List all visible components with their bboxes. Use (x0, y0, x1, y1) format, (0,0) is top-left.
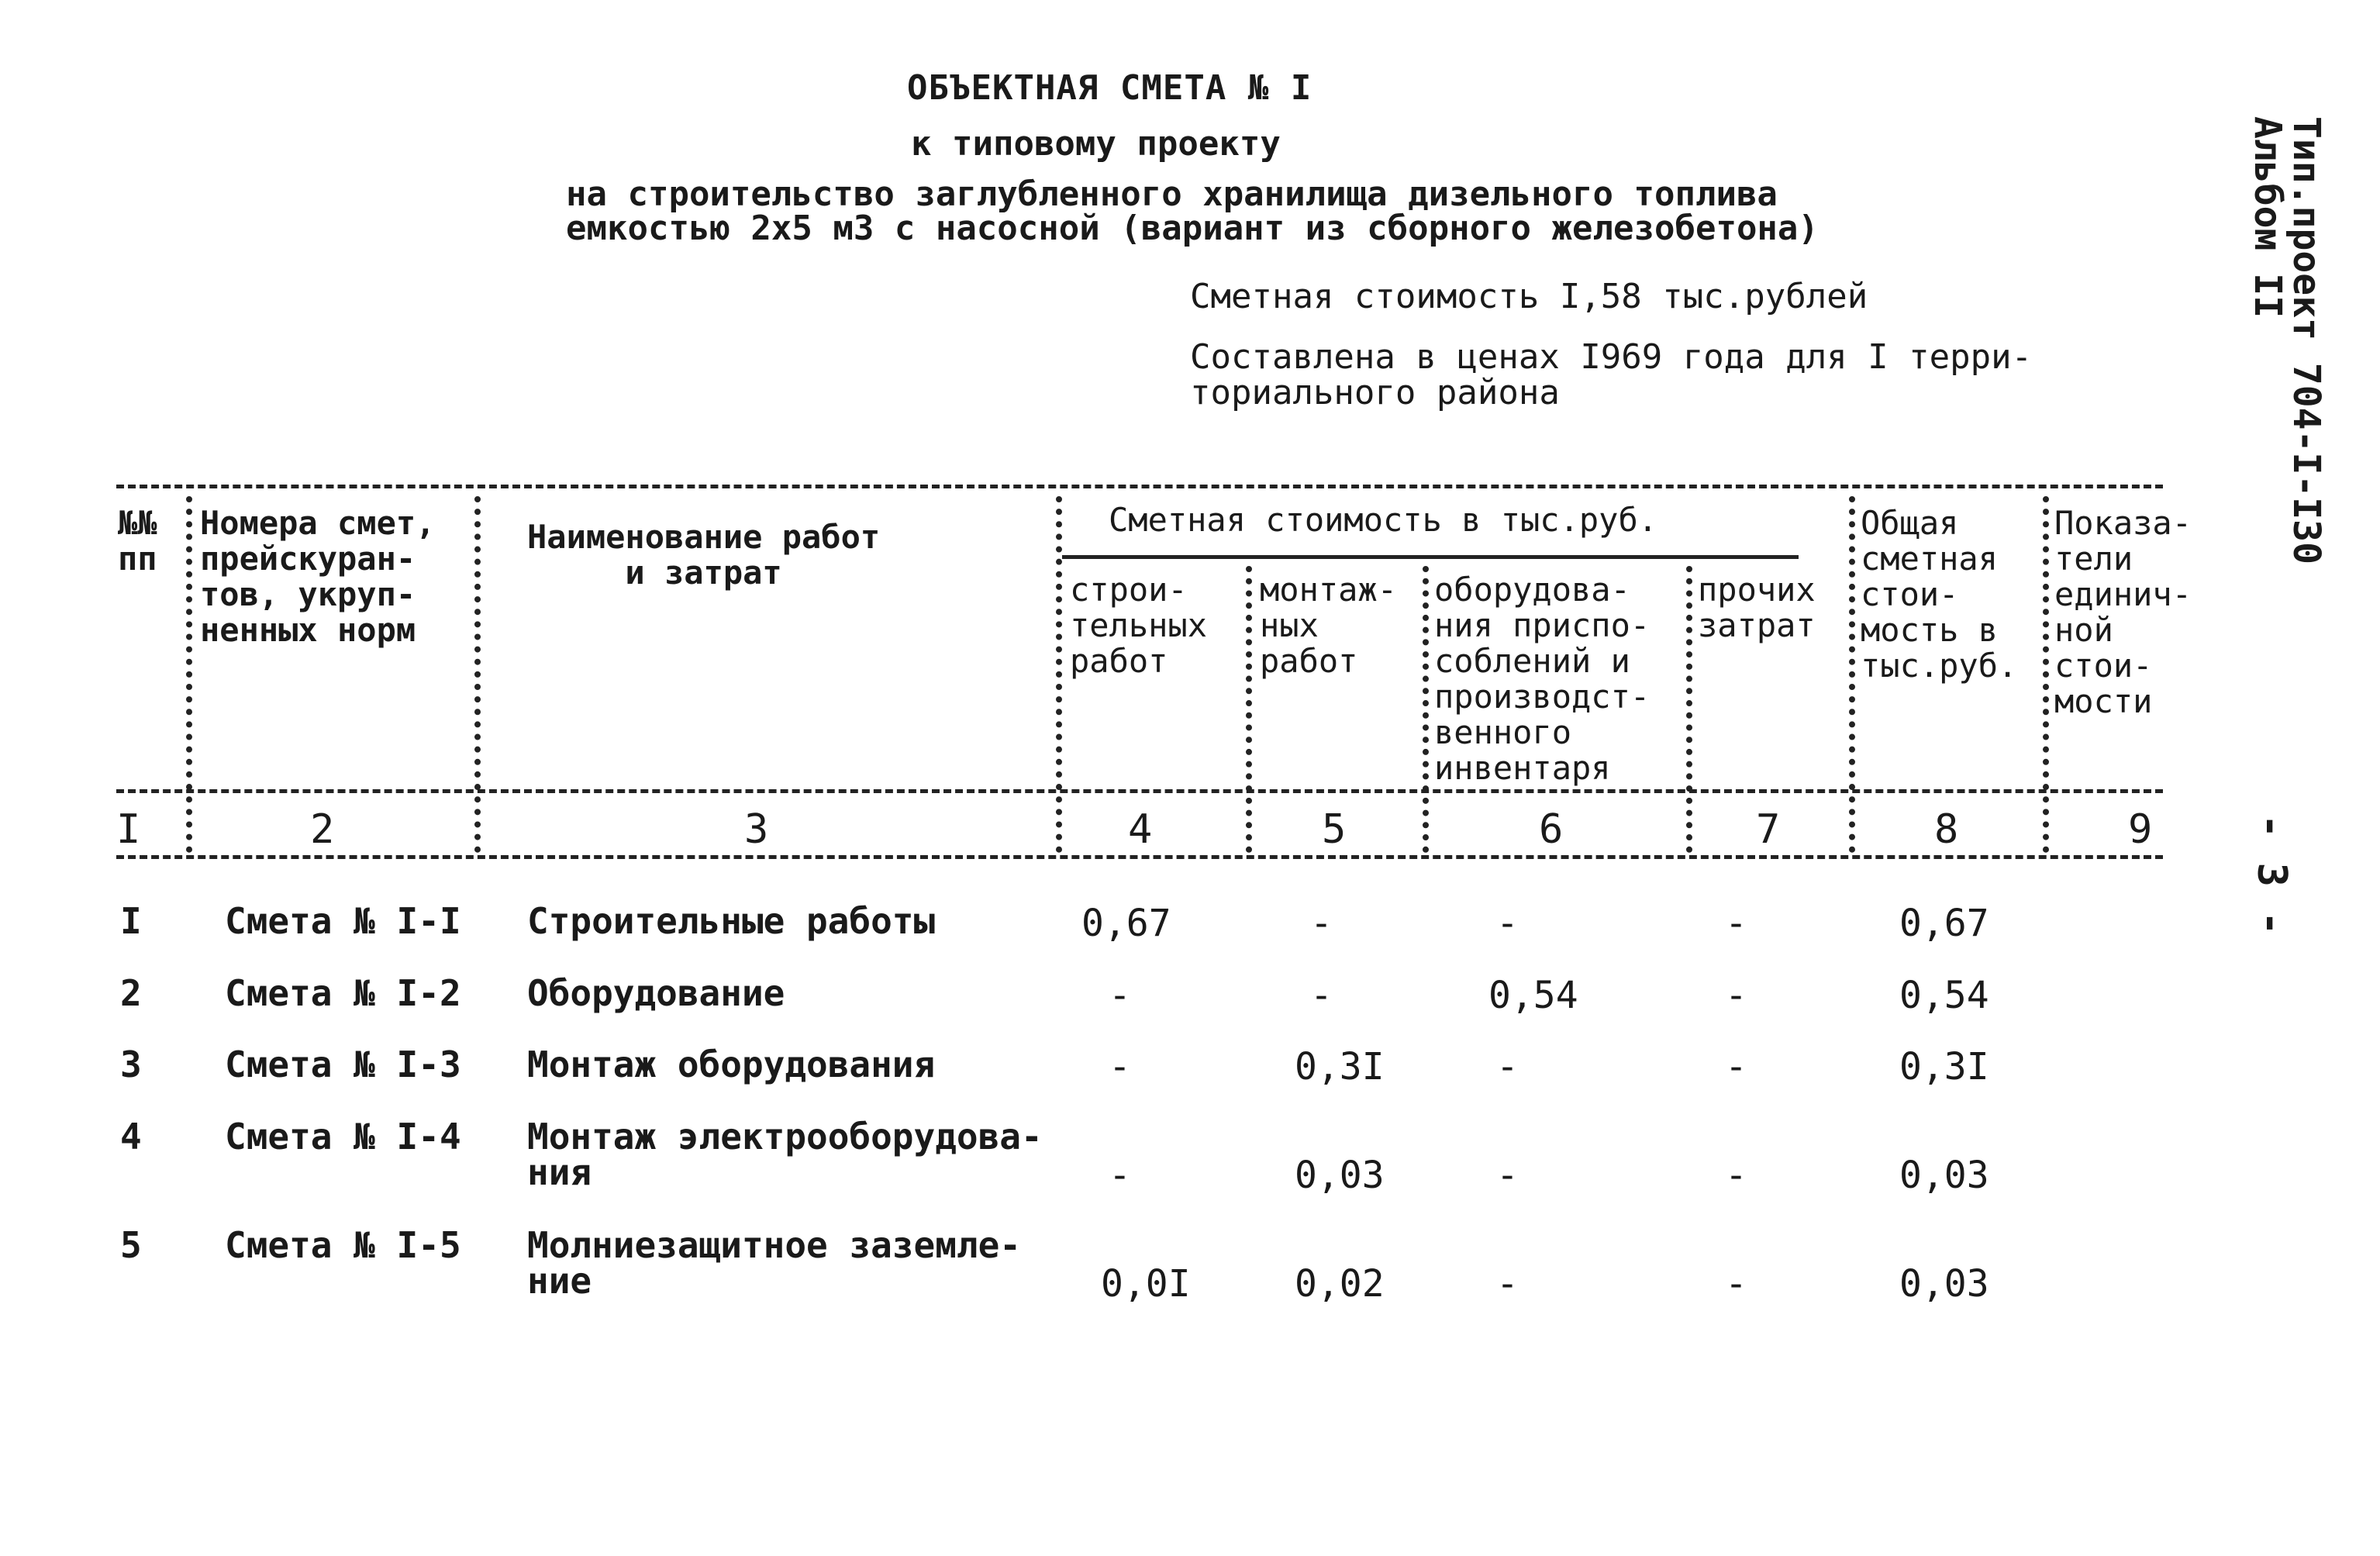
column-number: I (116, 806, 141, 853)
row-installation-cost: 0,3I (1295, 1045, 1385, 1089)
document-subtitle: к типовому проекту (911, 124, 1281, 164)
group-header-rule (1062, 555, 1799, 559)
project-reference (2248, 116, 2326, 564)
row-equipment-cost: - (1496, 1154, 1519, 1197)
row-number: 5 (120, 1224, 142, 1266)
row-other-cost: - (1725, 974, 1747, 1017)
row-number: I (120, 900, 142, 942)
column-number: 2 (310, 806, 335, 853)
column-separator (1056, 496, 1062, 853)
table-top-rule (116, 485, 2163, 488)
row-construction-cost: 0,67 (1081, 902, 1171, 945)
row-work-name: Молниезащитное заземле- ние (527, 1224, 1021, 1302)
row-installation-cost: 0,03 (1295, 1154, 1385, 1197)
row-equipment-cost: - (1496, 902, 1519, 945)
header-work-name: Наименование работ и затрат (527, 518, 881, 592)
row-work-name: Монтаж оборудования (527, 1044, 936, 1085)
row-equipment-cost: 0,54 (1488, 974, 1578, 1017)
project-description-line-1: на строительство заглубленного хранилища дизельного топлива (566, 174, 1778, 214)
column-number: 4 (1128, 806, 1153, 853)
page-number: - 3 - (2248, 814, 2295, 936)
row-work-name: Оборудование (527, 972, 785, 1014)
row-installation-cost: 0,02 (1295, 1262, 1385, 1306)
document-title: ОБЪЕКТНАЯ СМЕТА № I (907, 68, 1312, 108)
row-installation-cost: - (1310, 902, 1333, 945)
row-work-name: Строительные работы (527, 900, 936, 942)
column-numbers-rule (116, 855, 2163, 859)
column-separator (2043, 496, 2049, 853)
column-number: 6 (1539, 806, 1564, 853)
column-number: 5 (1322, 806, 1347, 853)
row-total-cost: 0,03 (1899, 1154, 1989, 1197)
column-separator (186, 496, 192, 853)
row-estimate: Смета № I-I (225, 900, 461, 942)
column-separator (474, 496, 481, 853)
row-estimate: Смета № I-4 (225, 1116, 461, 1158)
row-other-cost: - (1725, 1154, 1747, 1197)
column-separator (1246, 566, 1252, 853)
header-equipment: оборудова- ния приспо- соблений и производст- венного инвентаря (1434, 571, 1650, 787)
row-construction-cost: - (1109, 974, 1131, 1017)
header-row-number: №№ пп (118, 504, 157, 578)
row-other-cost: - (1725, 1045, 1747, 1089)
estimated-cost: Сметная стоимость I,58 тыс.рублей (1190, 277, 1868, 316)
column-separator (1686, 566, 1692, 853)
header-estimate-numbers: Номера смет, прейскуран- тов, укруп- ненных норм (200, 504, 436, 649)
row-construction-cost: - (1109, 1154, 1131, 1197)
row-equipment-cost: - (1496, 1262, 1519, 1306)
header-total: Общая сметная стои- мость в тыс.руб. (1861, 504, 2018, 685)
row-total-cost: 0,54 (1899, 974, 1989, 1017)
column-number: 8 (1934, 806, 1959, 853)
header-cost-group: Сметная стоимость в тыс.руб. (1109, 501, 1658, 539)
row-total-cost: 0,67 (1899, 902, 1989, 945)
project-reference-line-1: Тип.проект 704-I-I30 (2285, 116, 2328, 564)
price-basis-line-1: Составлена в ценах I969 года для I терри- (1190, 337, 2033, 377)
row-total-cost: 0,03 (1899, 1262, 1989, 1306)
header-unit-indicators: Показа- тели единич- ной стои- мости (2054, 504, 2192, 720)
row-work-name: Монтаж электрооборудова- ния (527, 1116, 1043, 1193)
project-description-line-2: емкостью 2х5 м3 с насосной (вариант из сборного железобетона) (566, 209, 1819, 248)
column-number: 9 (2128, 806, 2153, 853)
price-basis-line-2: ториального района (1190, 373, 1560, 412)
column-separator (1423, 566, 1429, 853)
header-bottom-rule (116, 789, 2163, 793)
column-separator (1849, 496, 1855, 853)
project-reference-line-2: Альбом II (2246, 116, 2289, 319)
header-installation: монтаж- ных работ (1260, 571, 1398, 680)
row-total-cost: 0,3I (1899, 1045, 1989, 1089)
row-estimate: Смета № I-2 (225, 972, 461, 1014)
row-other-cost: - (1725, 1262, 1747, 1306)
row-installation-cost: - (1310, 974, 1333, 1017)
column-number: 3 (744, 806, 769, 853)
column-number: 7 (1756, 806, 1781, 853)
header-construction: строи- тельных работ (1070, 571, 1208, 680)
row-other-cost: - (1725, 902, 1747, 945)
row-estimate: Смета № I-3 (225, 1044, 461, 1085)
row-number: 2 (120, 972, 142, 1014)
row-construction-cost: - (1109, 1045, 1131, 1089)
row-estimate: Смета № I-5 (225, 1224, 461, 1266)
row-equipment-cost: - (1496, 1045, 1519, 1089)
row-number: 3 (120, 1044, 142, 1085)
row-construction-cost: 0,0I (1101, 1262, 1191, 1306)
row-number: 4 (120, 1116, 142, 1158)
header-other: прочих затрат (1698, 571, 1816, 644)
